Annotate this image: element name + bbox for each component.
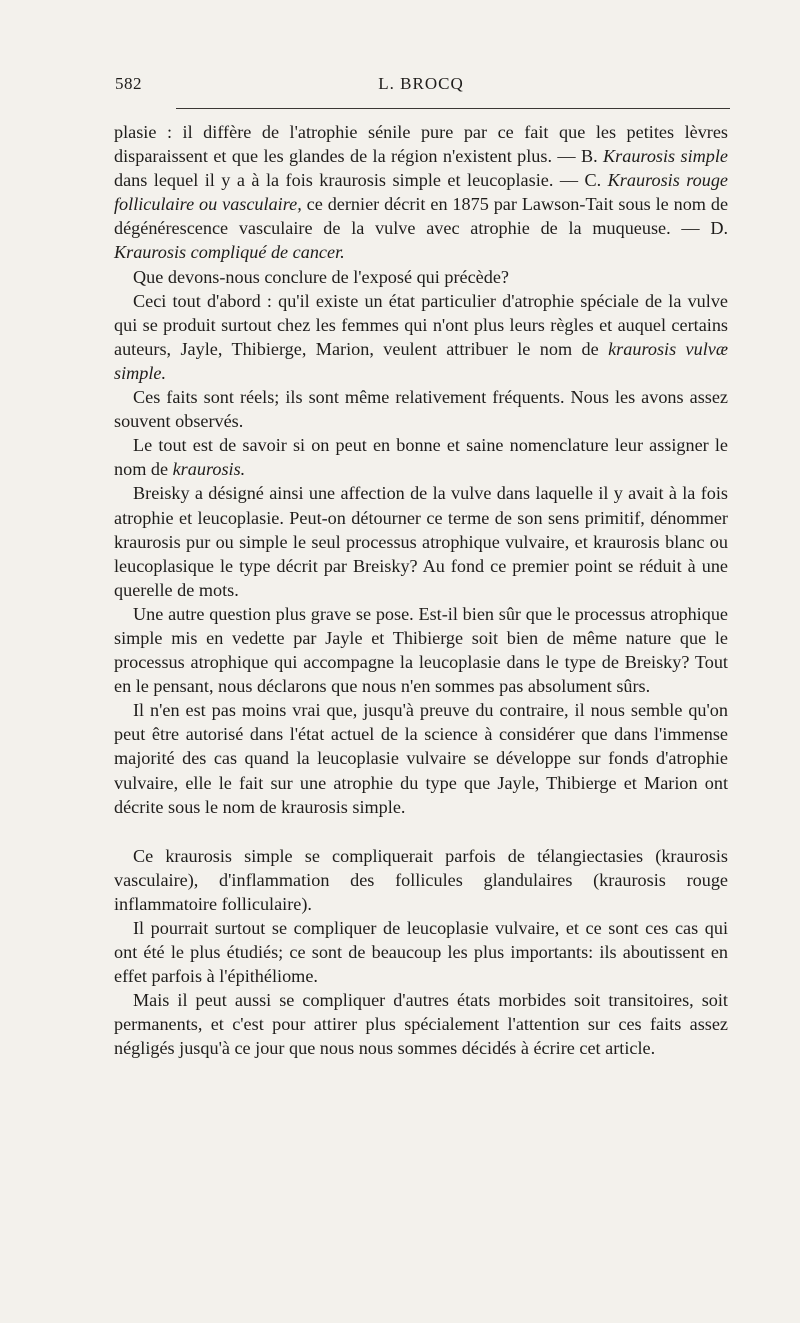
- running-header: [115, 74, 727, 100]
- text-run: plasie : il diffère de l'atrophie sénile pure par ce fait que les petites lèvres disparaissent et que les glandes de la région n'existent plus. — B.: [114, 122, 728, 167]
- paragraph: [114, 916, 728, 988]
- italic-term: kraurosis vulvæ simple.: [114, 338, 728, 383]
- paragraph: [114, 844, 728, 916]
- section-break: [114, 819, 728, 844]
- body-text: [114, 120, 728, 1061]
- paragraph: [114, 265, 728, 289]
- italic-term: Kraurosis rouge folliculaire ou vasculaire,: [114, 170, 729, 215]
- text-run: Ce kraurosis simple se compliquerait parfois de télangiectasies (kraurosis vasculaire), d'inflammation des follicules glandulaires (kraurosis rouge inflammatoire folliculaire).: [114, 845, 728, 914]
- paragraph: [114, 602, 728, 698]
- page-number: 582: [115, 74, 142, 93]
- text-run: Une autre question plus grave se pose. Est-il bien sûr que le processus atrophique simple mis en vedette par Jayle et Thibierge soit bien de même nature que le processus atrophique qui accompagne la leucoplasie dans le type de Breisky? Tout en le pensant, nous déclarons que nous n'en sommes pas absolument sûrs.: [114, 603, 728, 697]
- paragraph: [114, 385, 728, 433]
- text-run: Il n'en est pas moins vrai que, jusqu'à preuve du contraire, il nous semble qu'on peut être autorisé dans l'état actuel de la science à considérer que dans l'immense majorité des cas quand la leucoplasie vulvaire se développe sur fonds d'atrophie vulvaire, elle le fait sur une atrophie du type que Jayle, Thibierge et Marion ont décrite sous le nom de kraurosis simple.: [114, 700, 728, 817]
- paragraph: [114, 433, 728, 481]
- text-run: ce dernier décrit en 1875 par Lawson-Tait sous le nom de dégénérescence vasculaire de la vulve avec atrophie de la muqueuse. — D.: [114, 194, 729, 239]
- italic-term: kraurosis.: [172, 459, 246, 480]
- paragraph: [114, 988, 728, 1060]
- paragraph: [114, 481, 728, 601]
- italic-term: Kraurosis compliqué de cancer.: [114, 242, 345, 263]
- text-run: Le tout est de savoir si on peut en bonne et saine nomenclature leur assigner le nom de: [114, 435, 728, 480]
- text-run: Il pourrait surtout se compliquer de leucoplasie vulvaire, et ce sont ces cas qui ont été le plus étudiés; ce sont de beaucoup les plus importants: ils aboutissent en effet parfois à l'épithéliome.: [114, 918, 728, 987]
- paragraph: [114, 289, 728, 385]
- text-run: Breisky a désigné ainsi une affection de la vulve dans laquelle il y avait à la fois atrophie et leucoplasie. Peut-on détourner ce terme de son sens primitif, dénommer kraurosis pur ou simple le seul processus atrophique vulvaire, et kraurosis blanc ou leucoplasique le type décrit par Breisky? Au fond ce premier point se réduit à une querelle de mots.: [114, 483, 728, 600]
- paragraph: [114, 698, 728, 818]
- text-run: dans lequel il y a à la fois kraurosis simple et leucoplasie. — C.: [114, 170, 608, 191]
- italic-term: Kraurosis simple: [603, 146, 728, 167]
- paragraph: [114, 120, 728, 265]
- running-title: L. BROCQ: [378, 74, 464, 93]
- text-run: Ceci tout d'abord : qu'il existe un état particulier d'atrophie spéciale de la vulve qui se produit surtout chez les femmes qui n'ont plus leurs règles et auquel certains auteurs, Jayle, Thibierge, Marion, veulent attribuer le nom de: [114, 290, 728, 359]
- header-rule: [176, 108, 730, 109]
- text-run: Ces faits sont réels; ils sont même relativement fréquents. Nous les avons assez souvent observés.: [114, 387, 728, 432]
- text-run: Que devons-nous conclure de l'exposé qui précède?: [133, 266, 509, 287]
- text-run: Mais il peut aussi se compliquer d'autres états morbides soit transitoires, soit permanents, et c'est pour attirer plus spécialement l'attention sur ces faits assez négligés jusqu'à ce jour que nous nous sommes décidés à écrire cet article.: [114, 990, 728, 1059]
